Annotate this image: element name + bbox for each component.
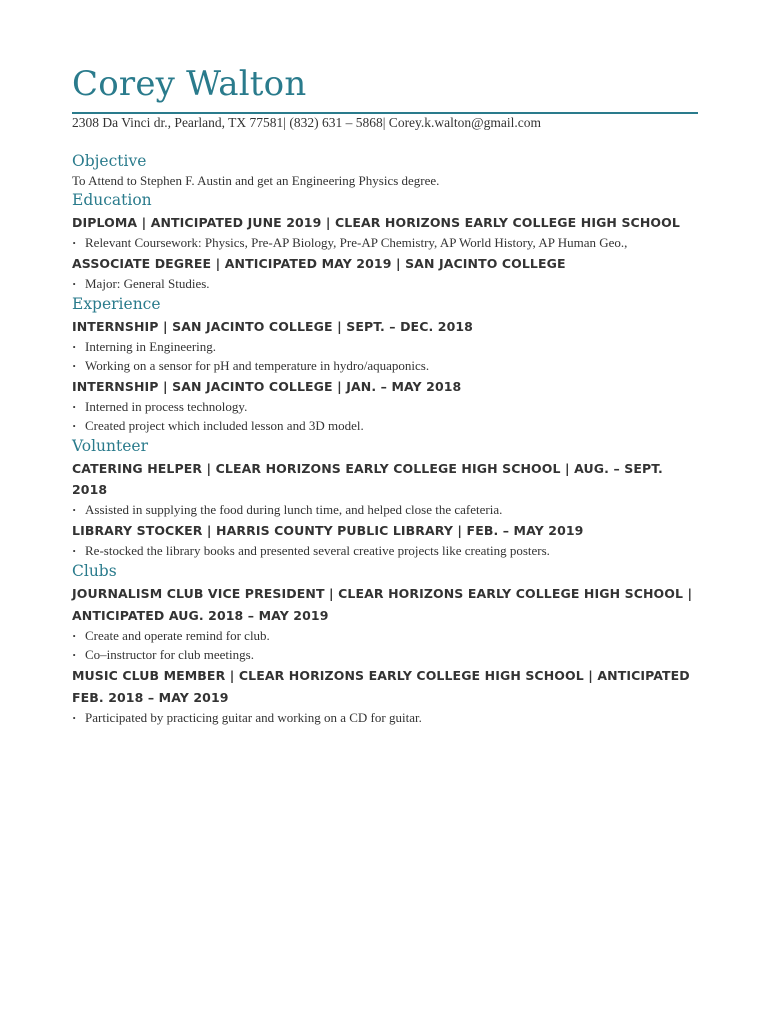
contact-info: 2308 Da Vinci dr., Pearland, TX 77581| (832) 631 – 5868| Corey.k.walton@gmail.com bbox=[72, 115, 541, 130]
bullet-item: · Re-stocked the library books and presented several creative projects like creating posters. bbox=[72, 541, 698, 560]
section-title-education: Education bbox=[72, 191, 152, 209]
bullet-list bbox=[72, 626, 698, 664]
entry-heading-continued: ANTICIPATED AUG. 2018 – MAY 2019 bbox=[72, 608, 329, 623]
entry-heading: MUSIC CLUB MEMBER | CLEAR HORIZONS EARLY COLLEGE HIGH SCHOOL | ANTICIPATED bbox=[72, 668, 690, 683]
bullet-list bbox=[72, 500, 698, 519]
section-title-experience: Experience bbox=[72, 295, 161, 313]
entry-heading: DIPLOMA | ANTICIPATED JUNE 2019 | CLEAR HORIZONS EARLY COLLEGE HIGH SCHOOL bbox=[72, 215, 680, 230]
bullet-item: · Participated by practicing guitar and working on a CD for guitar. bbox=[72, 708, 698, 727]
bullet-item: · Relevant Coursework: Physics, Pre-AP Biology, Pre-AP Chemistry, AP World History, AP Human Geo., bbox=[72, 233, 698, 252]
entry-heading: LIBRARY STOCKER | HARRIS COUNTY PUBLIC LIBRARY | FEB. – MAY 2019 bbox=[72, 523, 584, 538]
bullet-item: · Assisted in supplying the food during lunch time, and helped close the cafeteria. bbox=[72, 500, 698, 519]
bullet-list bbox=[72, 337, 698, 375]
bullet-item: · Co–instructor for club meetings. bbox=[72, 645, 698, 664]
bullet-list bbox=[72, 708, 698, 727]
resume-name: Corey Walton bbox=[72, 64, 307, 104]
bullet-item: · Interned in process technology. bbox=[72, 397, 698, 416]
bullet-list bbox=[72, 397, 698, 435]
section-title-objective: Objective bbox=[72, 152, 147, 170]
entry-heading: INTERNSHIP | SAN JACINTO COLLEGE | SEPT. – DEC. 2018 bbox=[72, 319, 473, 334]
bullet-list bbox=[72, 541, 698, 560]
bullet-item: · Create and operate remind for club. bbox=[72, 626, 698, 645]
bullet-list bbox=[72, 274, 698, 293]
header-divider bbox=[72, 112, 698, 114]
section-title-volunteer: Volunteer bbox=[72, 437, 149, 455]
bullet-list bbox=[72, 233, 698, 252]
section-title-clubs: Clubs bbox=[72, 562, 117, 580]
bullet-item: · Working on a sensor for pH and temperature in hydro/aquaponics. bbox=[72, 356, 698, 375]
resume-body bbox=[72, 150, 698, 727]
objective-text: To Attend to Stephen F. Austin and get an Engineering Physics degree. bbox=[72, 173, 440, 188]
entry-heading: INTERNSHIP | SAN JACINTO COLLEGE | JAN. – MAY 2018 bbox=[72, 379, 462, 394]
bullet-item: · Interning in Engineering. bbox=[72, 337, 698, 356]
entry-heading: JOURNALISM CLUB VICE PRESIDENT | CLEAR HORIZONS EARLY COLLEGE HIGH SCHOOL | bbox=[72, 586, 693, 601]
entry-heading: ASSOCIATE DEGREE | ANTICIPATED MAY 2019 | SAN JACINTO COLLEGE bbox=[72, 256, 566, 271]
entry-heading: CATERING HELPER | CLEAR HORIZONS EARLY COLLEGE HIGH SCHOOL | AUG. – SEPT. 2018 bbox=[72, 461, 663, 497]
entry-heading-continued: FEB. 2018 – MAY 2019 bbox=[72, 690, 229, 705]
bullet-item: · Created project which included lesson and 3D model. bbox=[72, 416, 698, 435]
bullet-item: · Major: General Studies. bbox=[72, 274, 698, 293]
